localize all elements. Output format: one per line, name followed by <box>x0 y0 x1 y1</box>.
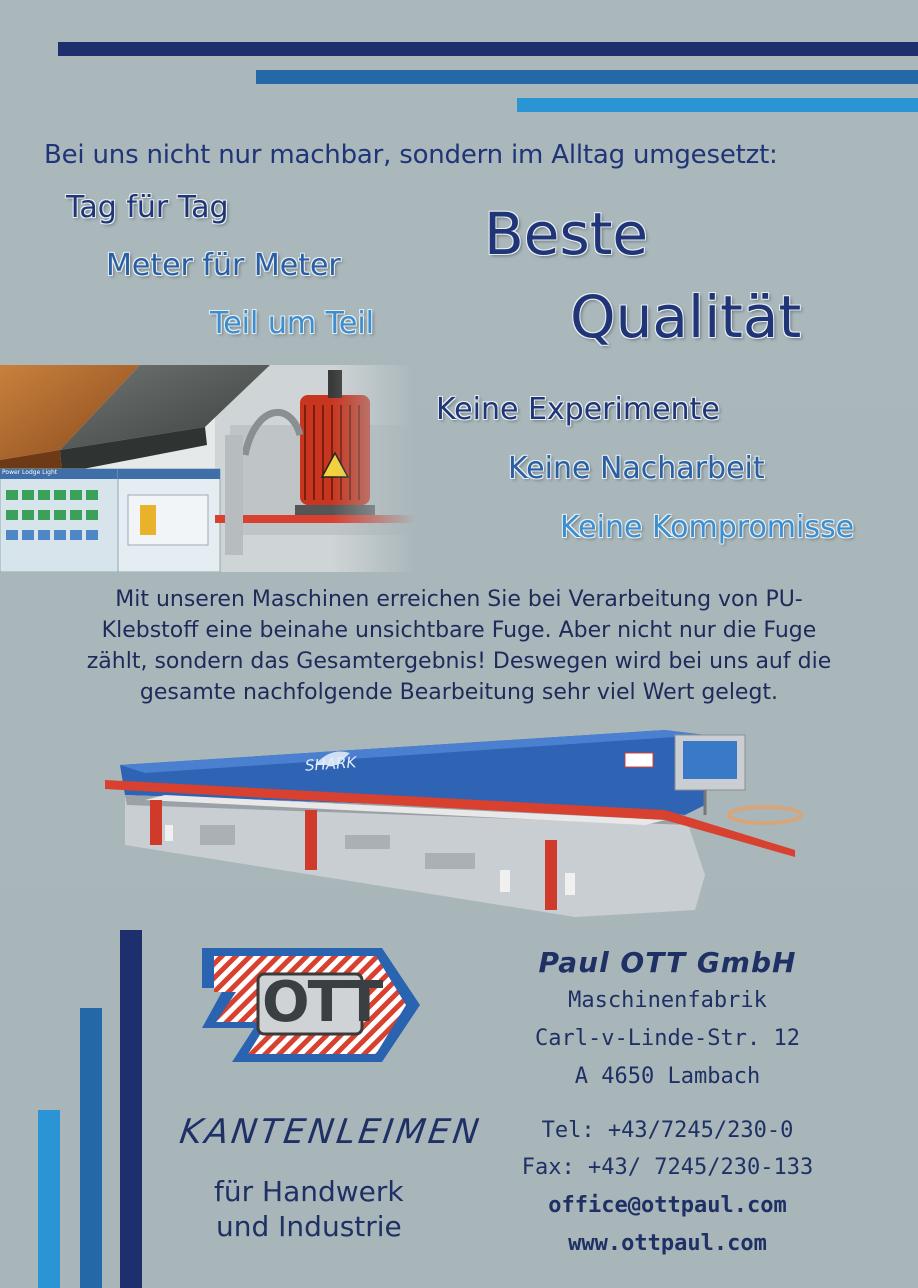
headline: Bei uns nicht nur machbar, sondern im Alltag umgesetzt: <box>44 140 778 170</box>
company-street: Carl-v-Linde-Str. 12 <box>535 1026 800 1051</box>
target-line-2: und Industrie <box>216 1210 402 1243</box>
edge-banding-machine-image <box>105 725 810 920</box>
product-photo <box>0 365 415 572</box>
body-line-4: gesamte nachfolgende Bearbeitung sehr viel Wert gelegt. <box>139 680 779 705</box>
photo-collage-image <box>0 365 415 572</box>
quality-word-1: Beste <box>484 200 649 268</box>
company-type: Maschinenfabrik <box>568 988 767 1013</box>
vertical-bar-light <box>38 1110 60 1288</box>
body-line-3: zählt, sondern das Gesamtergebnis! Deswegen wird bei uns auf die <box>86 649 832 674</box>
body-paragraph <box>30 584 888 708</box>
step-1: Tag für Tag <box>66 190 229 225</box>
company-city: A 4650 Lambach <box>574 1064 761 1089</box>
promise-1: Keine Experimente <box>436 392 720 427</box>
promise-3: Keine Kompromisse <box>560 510 855 545</box>
ott-logo-text: OTT <box>262 970 382 1035</box>
ott-logo <box>192 940 428 1070</box>
vertical-bar-mid <box>80 1008 102 1288</box>
body-line-1: Mit unseren Maschinen erreichen Sie bei Verarbeitung von PU- <box>115 587 803 612</box>
company-email[interactable]: office@ottpaul.com <box>548 1193 787 1218</box>
quality-word-2: Qualität <box>570 283 802 351</box>
company-tel: Tel: +43/7245/230-0 <box>541 1118 794 1143</box>
top-stripe-light <box>517 98 918 112</box>
top-stripe-mid <box>256 70 918 84</box>
machine-brand-label: SHARK <box>304 753 357 775</box>
screen-title-label: Power Lodge Light <box>2 469 58 476</box>
promise-2: Keine Nacharbeit <box>508 451 765 486</box>
tagline: KANTENLEIMEN <box>177 1112 485 1152</box>
step-3: Teil um Teil <box>210 306 375 341</box>
target-line-1: für Handwerk <box>214 1175 404 1208</box>
body-line-2: Klebstoff eine beinahe unsichtbare Fuge. Aber nicht nur die Fuge <box>101 618 817 643</box>
machine-illustration <box>105 725 810 920</box>
company-name: Paul OTT GmbH <box>538 946 797 979</box>
company-fax: Fax: +43/ 7245/230-133 <box>521 1155 814 1180</box>
top-stripe-navy <box>58 42 918 56</box>
step-2: Meter für Meter <box>106 248 341 283</box>
vertical-bar-navy <box>120 930 142 1288</box>
company-website[interactable]: www.ottpaul.com <box>568 1231 767 1256</box>
